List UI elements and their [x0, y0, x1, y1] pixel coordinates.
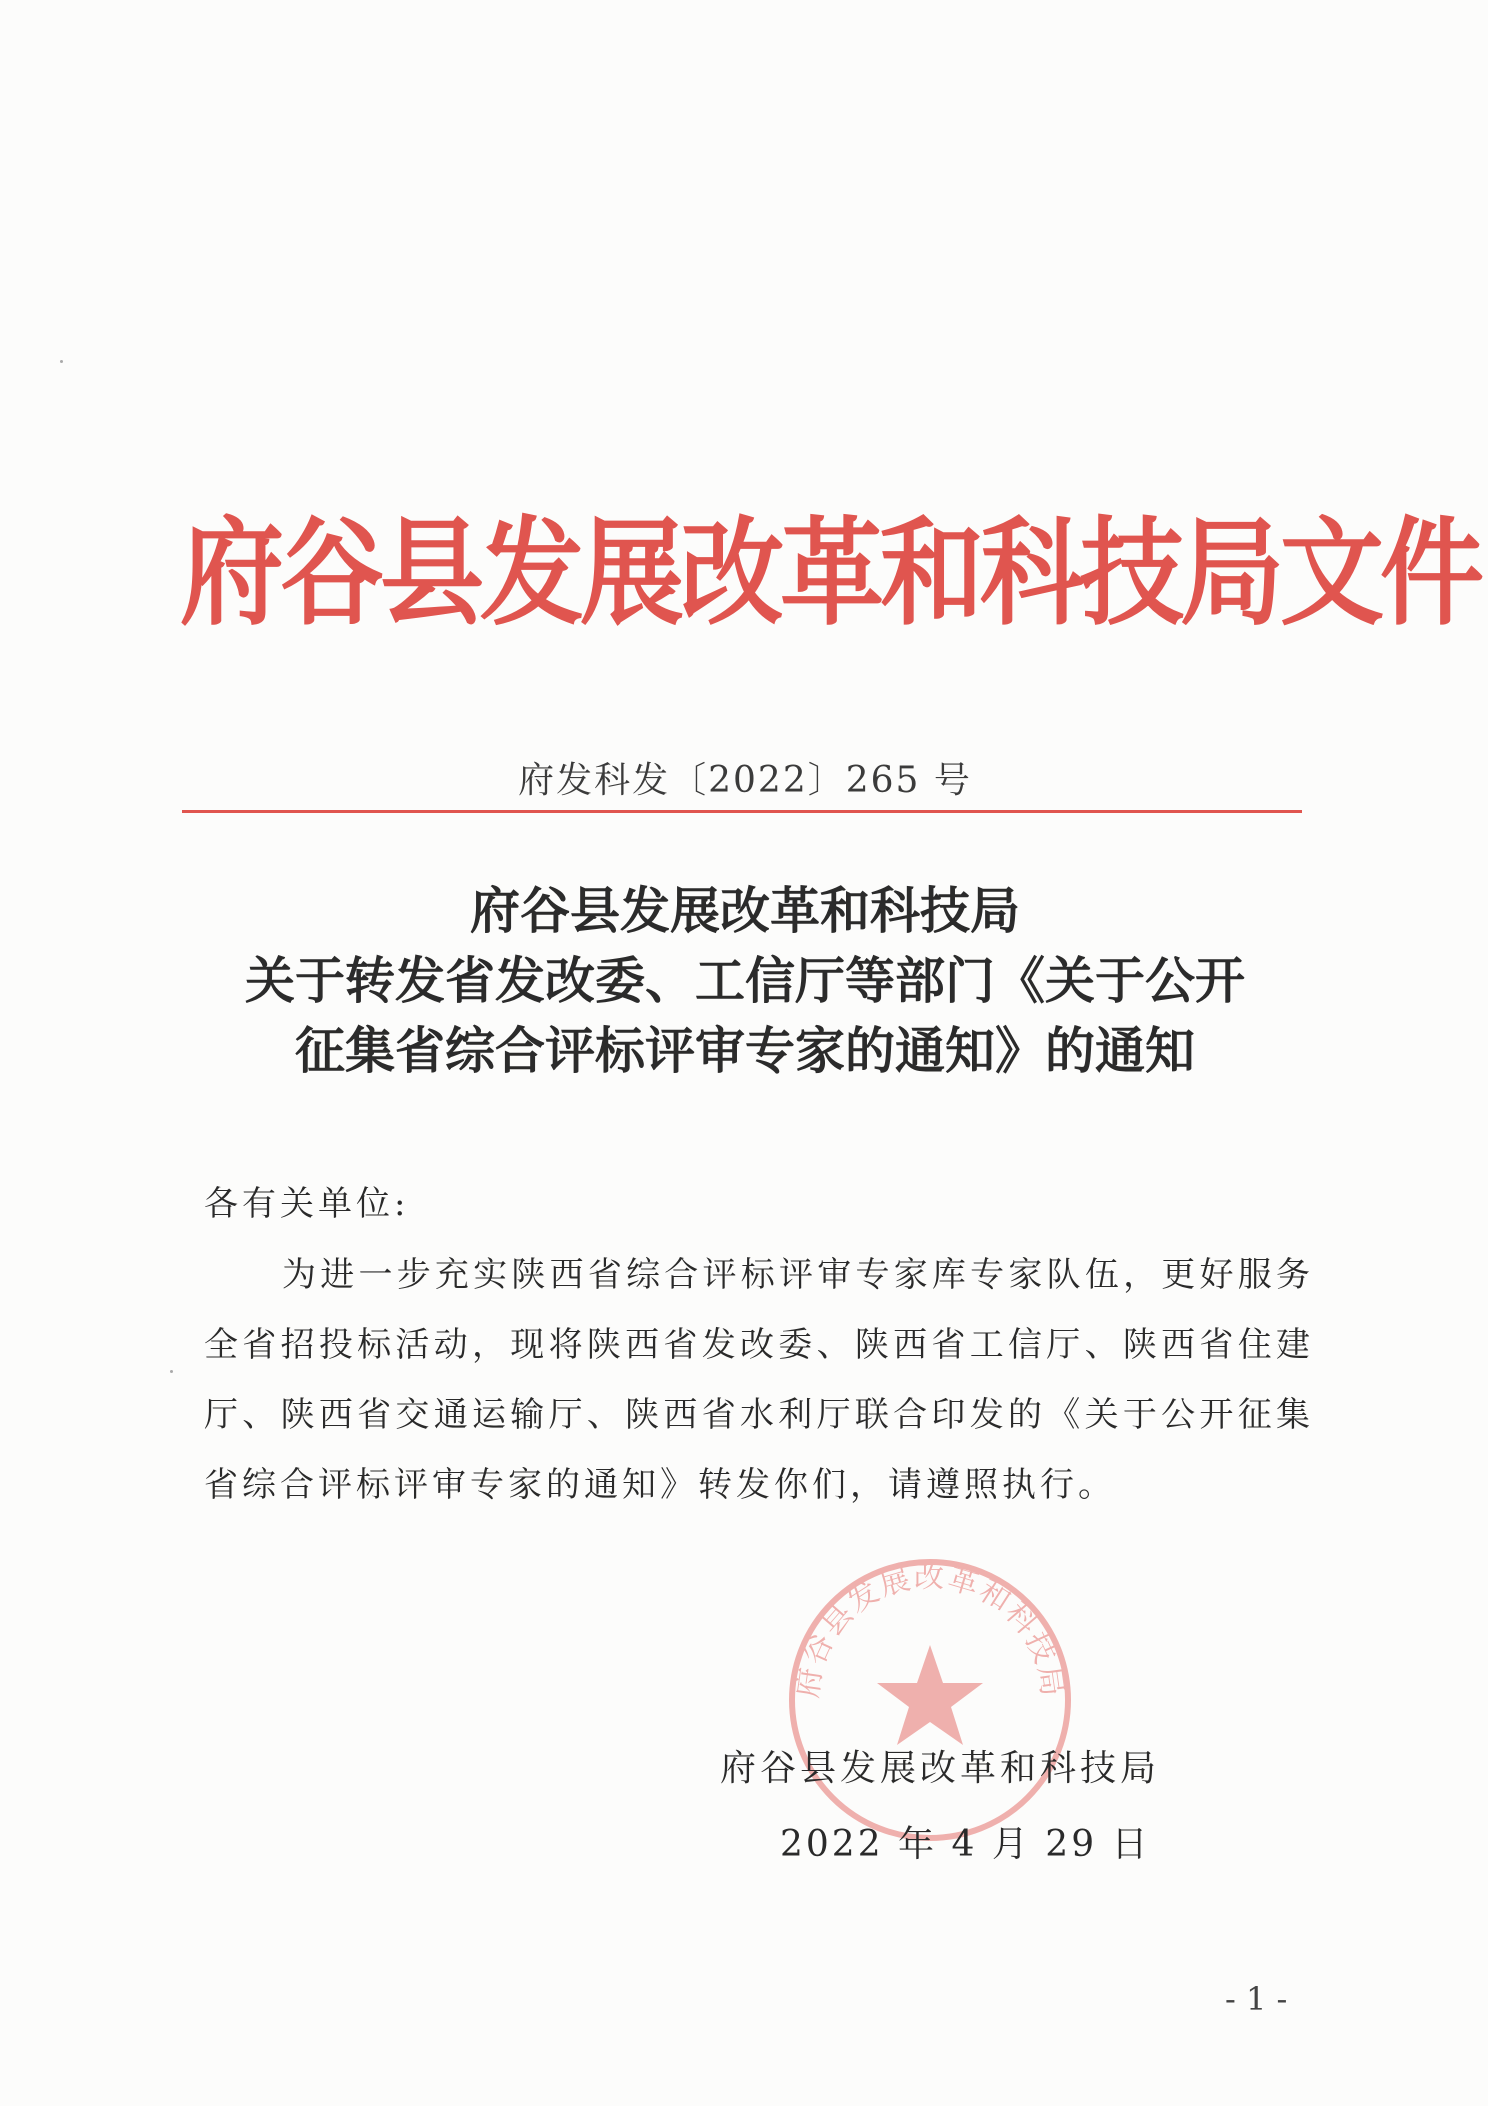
scan-speck [170, 1370, 173, 1373]
title-line-1: 府谷县发展改革和科技局 [470, 882, 1020, 940]
seal-text: 府谷县发展改革和科技局 [790, 1559, 1070, 1701]
title-line-3: 征集省综合评标评审专家的通知》的通知 [295, 1022, 1195, 1080]
page-number: - 1 - [1225, 1980, 1288, 2018]
salutation: 各有关单位: [204, 1184, 410, 1224]
red-divider-line [182, 810, 1302, 813]
scan-speck [60, 360, 63, 363]
title-line-2: 关于转发省发改委、工信厅等部门《关于公开 [245, 952, 1245, 1010]
signing-organization: 府谷县发展改革和科技局 [720, 1748, 1161, 1789]
signing-date: 2022 年 4 月 29 日 [780, 1824, 1151, 1865]
issuer-red-header: 府谷县发展改革和科技局文件 [180, 504, 1481, 642]
document-title [180, 876, 1310, 1086]
document-number: 府发科发〔2022〕265 号 [518, 760, 972, 801]
body-paragraph: 为进一步充实陕西省综合评标评审专家库专家队伍，更好服务全省招投标活动，现将陕西省发改委、陕西省工信厅、陕西省住建厅、陕西省交通运输厅、陕西省水利厅联合印发的《关于公开征集省综合评标评审专家的通知》转发你们，请遵照执行。 [204, 1255, 1314, 1505]
official-seal-stamp [780, 1550, 1080, 1850]
